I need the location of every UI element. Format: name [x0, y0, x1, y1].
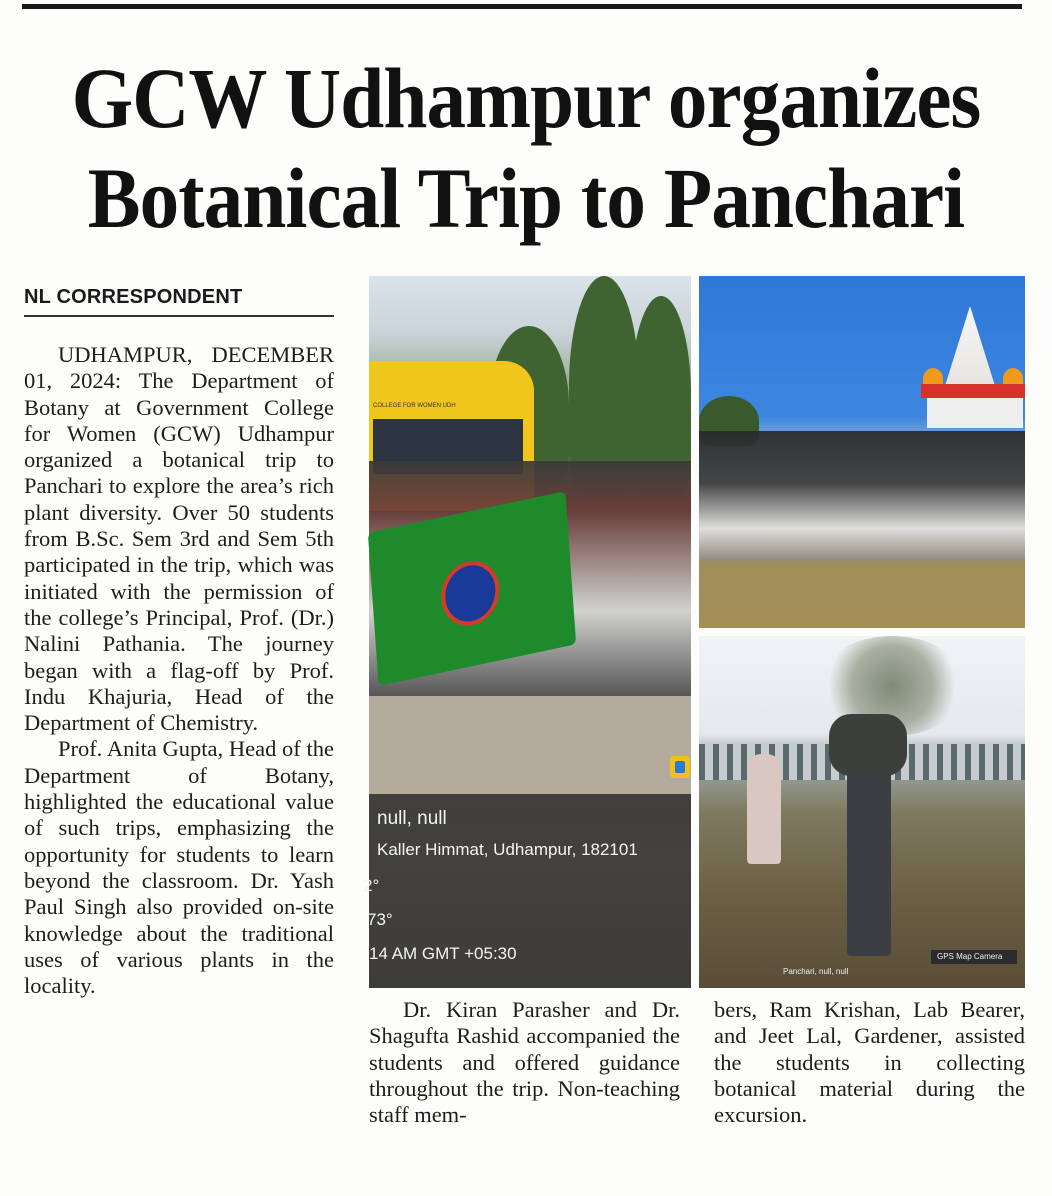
bus-sign: COLLEGE FOR WOMEN UDH: [373, 403, 456, 409]
college-emblem-icon: [439, 556, 501, 631]
article-column-3: [714, 997, 1025, 1128]
headline-line-1: GCW Udhampur organizes: [71, 50, 981, 146]
person-carrying-sack: [847, 756, 891, 956]
gps-place: null, null: [377, 808, 447, 829]
paragraph-3: Dr. Kiran Parasher and Dr. Shagufta Rashid accompanied the students and offered guidance throughout the trip. Non-teaching staff mem-: [369, 997, 680, 1128]
photo-collecting-material: [699, 636, 1025, 988]
student-group: [699, 431, 1025, 561]
paragraph-1: UDHAMPUR, DECEMBER 01, 2024: The Department of Botany at Government College for Women (GCW) Udhampur organized a botanical trip to Panchari to explore the area’s rich plant diversity. Over 50 students from B.Sc. Sem 3rd and Sem 5th participated in the trip, which was initiated with the permission of the college’s Principal, Prof. (Dr.) Nalini Pathania. The journey began with a flag-off by Prof. Indu Khajuria, Head of the Department of Chemistry.: [24, 342, 334, 736]
paved-ground: [369, 696, 691, 806]
headline-line-2: Botanical Trip to Panchari: [87, 150, 965, 246]
camera-app-icon: [670, 756, 690, 778]
temple-spire: [945, 306, 995, 386]
paragraph-4: bers, Ram Krishan, Lab Bearer, and Jeet Lal, Gardener, assisted the students in collecting botanical material during the excursion.: [714, 997, 1025, 1128]
photo-flag-off: [363, 276, 691, 988]
top-rule: [22, 4, 1022, 9]
gps-map-camera-badge: GPS Map Camera: [931, 950, 1017, 964]
gps-lat: 2°: [363, 876, 380, 895]
temple-base: [927, 398, 1023, 428]
gps-long: 73°: [367, 910, 393, 929]
article-column-2: [369, 997, 680, 1128]
gps-time: 14 AM GMT +05:30: [369, 944, 517, 963]
photo-temple-group: [699, 276, 1025, 628]
gps-address: Kaller Himmat, Udhampur, 182101: [377, 840, 638, 859]
person: [747, 754, 781, 864]
sack: [829, 714, 907, 776]
paragraph-2: Prof. Anita Gupta, Head of the Department of Botany, highlighted the educational value of such trips, emphasizing the opportunity for students to learn beyond the classroom. Dr. Yash Paul Singh also provided on-site knowledge about the traditional uses of various plants in the locality.: [24, 736, 334, 999]
article-column-1: [24, 342, 334, 999]
photo-caption: Panchari, null, null: [783, 967, 849, 976]
byline: NL CORRESPONDENT: [24, 286, 334, 317]
temple: [921, 306, 1021, 426]
gps-overlay: [363, 794, 691, 988]
temple-roof: [921, 384, 1025, 398]
